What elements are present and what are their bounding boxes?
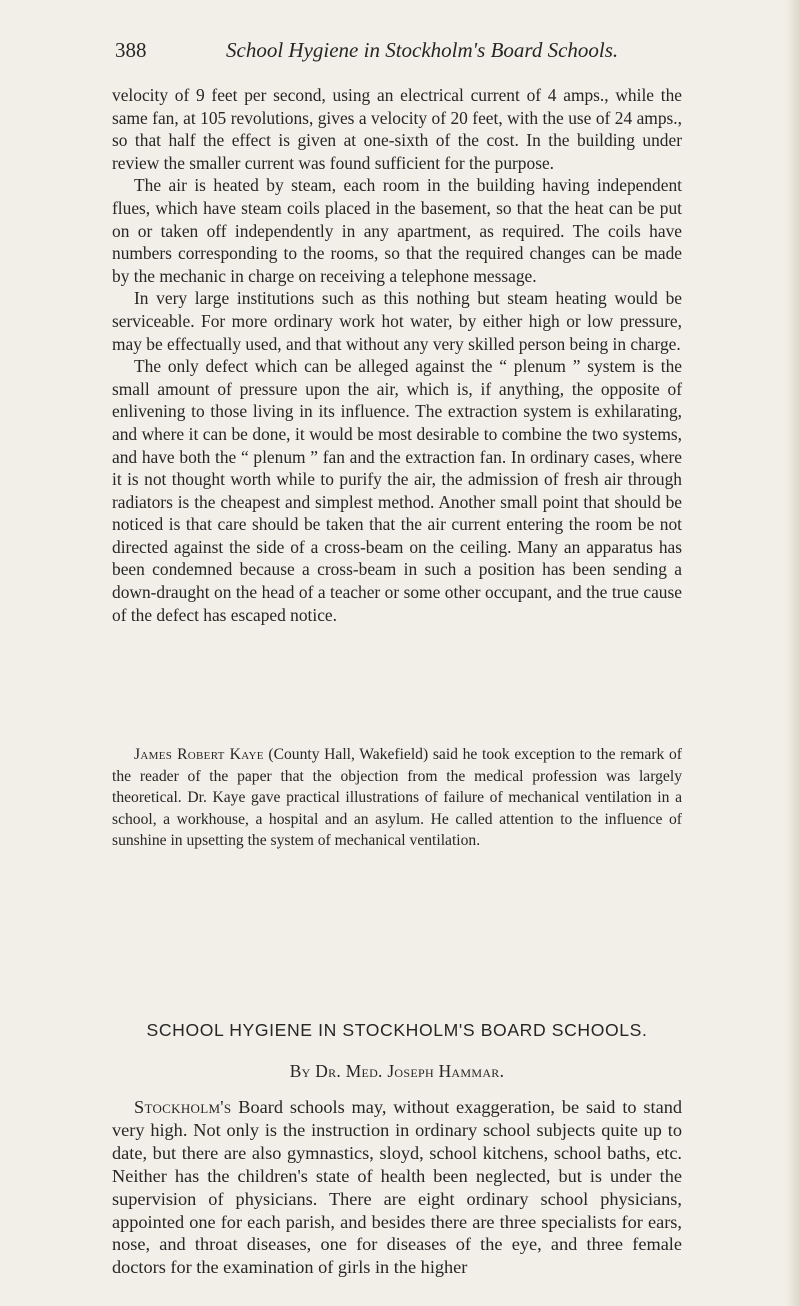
paragraph-kaye <box>112 744 682 852</box>
article-text: Board schools may, without exaggeration, be said to stand very high. Not only is the instruction in ordinary school subjects quite up to date, but there are also gymnastics, sloyd, school kitchens, school baths, etc. Neither has the children's state of health been neglected, but is under the supervision of physicians. There are eight ordinary school physicians, appointed one for each parish, and besides there are three specialists for ears, nose, and throat diseases, one for diseases of the eye, and three female doctors for the examination of girls in the higher <box>112 1097 682 1278</box>
paragraph-large-institutions: In very large institutions such as this nothing but steam heating would be serviceable. For more ordinary work hot water, by either high or low pressure, may be effectually used, and that without any very skilled person being in charge. <box>112 288 682 354</box>
paragraph-stockholm-schools <box>112 1096 682 1279</box>
paragraph-steam-heating: The air is heated by steam, each room in the building having independent flues, which have steam coils placed in the basement, so that the heat can be put on or taken off independently in any apartment, as required. The coils have numbers corresponding to the rooms, so that the required changes can be made by the mechanic in charge on receiving a telephone message. <box>112 175 682 286</box>
page-number: 388 <box>115 38 147 62</box>
paragraph-plenum-system: The only defect which can be alleged against the “ plenum ” system is the small amount of pressure upon the air, which is, if anything, the opposite of enlivening to those living in its influence. The extraction system is exhilarating, and where it can be done, it would be most desirable to combine the two systems, and have both the “ plenum ” fan and the extraction fan. In ordinary cases, where it is not thought worth while to purify the air, the admission of fresh air through radiators is the cheapest and simplest method. Another small point that should be noticed is that care should be taken that the air current entering the room be not directed against the side of a cross-beam on the ceiling. Many an apparatus has been condemned because a cross-beam in such a position has been sending a down-draught on the head of a teacher or some other occupant, and the true cause of the defect has escaped notice. <box>112 356 682 625</box>
page-edge-shadow <box>786 0 800 1306</box>
running-title: School Hygiene in Stockholm's Board Schools. <box>226 38 619 62</box>
speaker-name: James Robert Kaye <box>134 746 264 763</box>
kaye-text: (County Hall, Wakefield) said he took exception to the remark of the reader of the paper that the objection from the medical profession was largely theoretical. Dr. Kaye gave practical illustrations of failure of mechanical ventilation in a school, a workhouse, a hospital and an asylum. He called attention to the influence of sunshine in upsetting the system of mechanical ventilation. <box>112 746 682 850</box>
lead-word: Stockholm's <box>134 1097 232 1117</box>
kaye-remarks <box>112 744 682 852</box>
article-byline: By Dr. Med. Joseph Hammar. <box>289 1061 505 1081</box>
page-header <box>115 38 675 68</box>
article-body <box>112 1096 682 1279</box>
article-title: SCHOOL HYGIENE IN STOCKHOLM'S BOARD SCHOOLS. <box>146 1020 648 1040</box>
ventilation-discussion <box>112 84 682 626</box>
paragraph-fan-velocity: velocity of 9 feet per second, using an electrical current of 4 amps., while the same fan, at 105 revolutions, gives a velocity of 20 feet, with the use of 24 amps., so that half the effect is given at one-sixth of the cost. In the building under review the smaller current was found sufficient for the purpose. <box>112 85 682 173</box>
